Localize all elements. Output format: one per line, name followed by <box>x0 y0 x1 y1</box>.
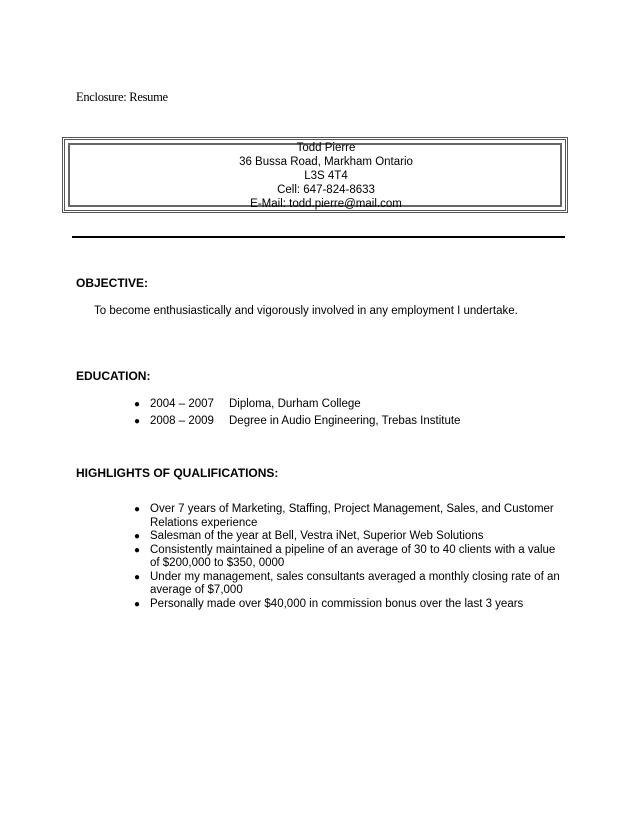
qualification-item <box>132 503 564 530</box>
contact-cell: Cell: 647-824-8633 <box>277 184 375 196</box>
contact-address: 36 Bussa Road, Markham Ontario <box>239 156 413 168</box>
contact-email: E-Mail: todd.pierre@mail.com <box>250 198 402 210</box>
objective-heading: OBJECTIVE: <box>76 276 149 290</box>
bullet-icon: ● <box>134 571 141 583</box>
horizontal-divider <box>72 236 565 238</box>
qualifications-heading: HIGHLIGHTS OF QUALIFICATIONS: <box>76 466 279 480</box>
contact-block <box>0 141 638 211</box>
education-item <box>132 415 460 429</box>
qualifications-list <box>132 503 564 611</box>
qualification-item <box>132 530 564 544</box>
qualification-text: Salesman of the year at Bell, Vestra iNet, Superior Web Solutions <box>150 530 484 542</box>
education-heading: EDUCATION: <box>76 369 151 383</box>
bullet-icon: ● <box>134 399 141 410</box>
education-years: 2008 – 2009 <box>150 414 214 427</box>
objective-text: To become enthusiastically and vigorously involved in any employment I undertake. <box>94 305 518 317</box>
contact-name: Todd Pierre <box>296 142 356 154</box>
enclosure-line: Enclosure: Resume <box>76 90 168 104</box>
bullet-icon: ● <box>134 504 141 515</box>
education-detail: Degree in Audio Engineering, Trebas Institute <box>229 414 461 427</box>
qualification-text: Over 7 years of Marketing, Staffing, Project Management, Sales, and Customer Relations experience <box>150 503 554 529</box>
qualification-text: Consistently maintained a pipeline of an average of 30 to 40 clients with a value of $200,000 to $350, 0000 <box>150 543 556 569</box>
qualification-text: Personally made over $40,000 in commission bonus over the last 3 years <box>150 597 524 610</box>
bullet-icon: ● <box>134 531 141 542</box>
education-detail: Diploma, Durham College <box>229 398 361 410</box>
bullet-icon: ● <box>134 598 141 610</box>
qualification-item <box>132 598 564 612</box>
education-item <box>132 398 460 412</box>
contact-postal-code: L3S 4T4 <box>304 170 348 182</box>
qualification-text: Under my management, sales consultants averaged a monthly closing rate of an average of $7,000 <box>150 570 560 596</box>
education-years: 2004 – 2007 <box>150 398 214 410</box>
education-list <box>132 398 460 431</box>
qualification-item <box>132 571 564 598</box>
bullet-icon: ● <box>134 415 141 427</box>
bullet-icon: ● <box>134 544 141 556</box>
qualification-item <box>132 544 564 571</box>
